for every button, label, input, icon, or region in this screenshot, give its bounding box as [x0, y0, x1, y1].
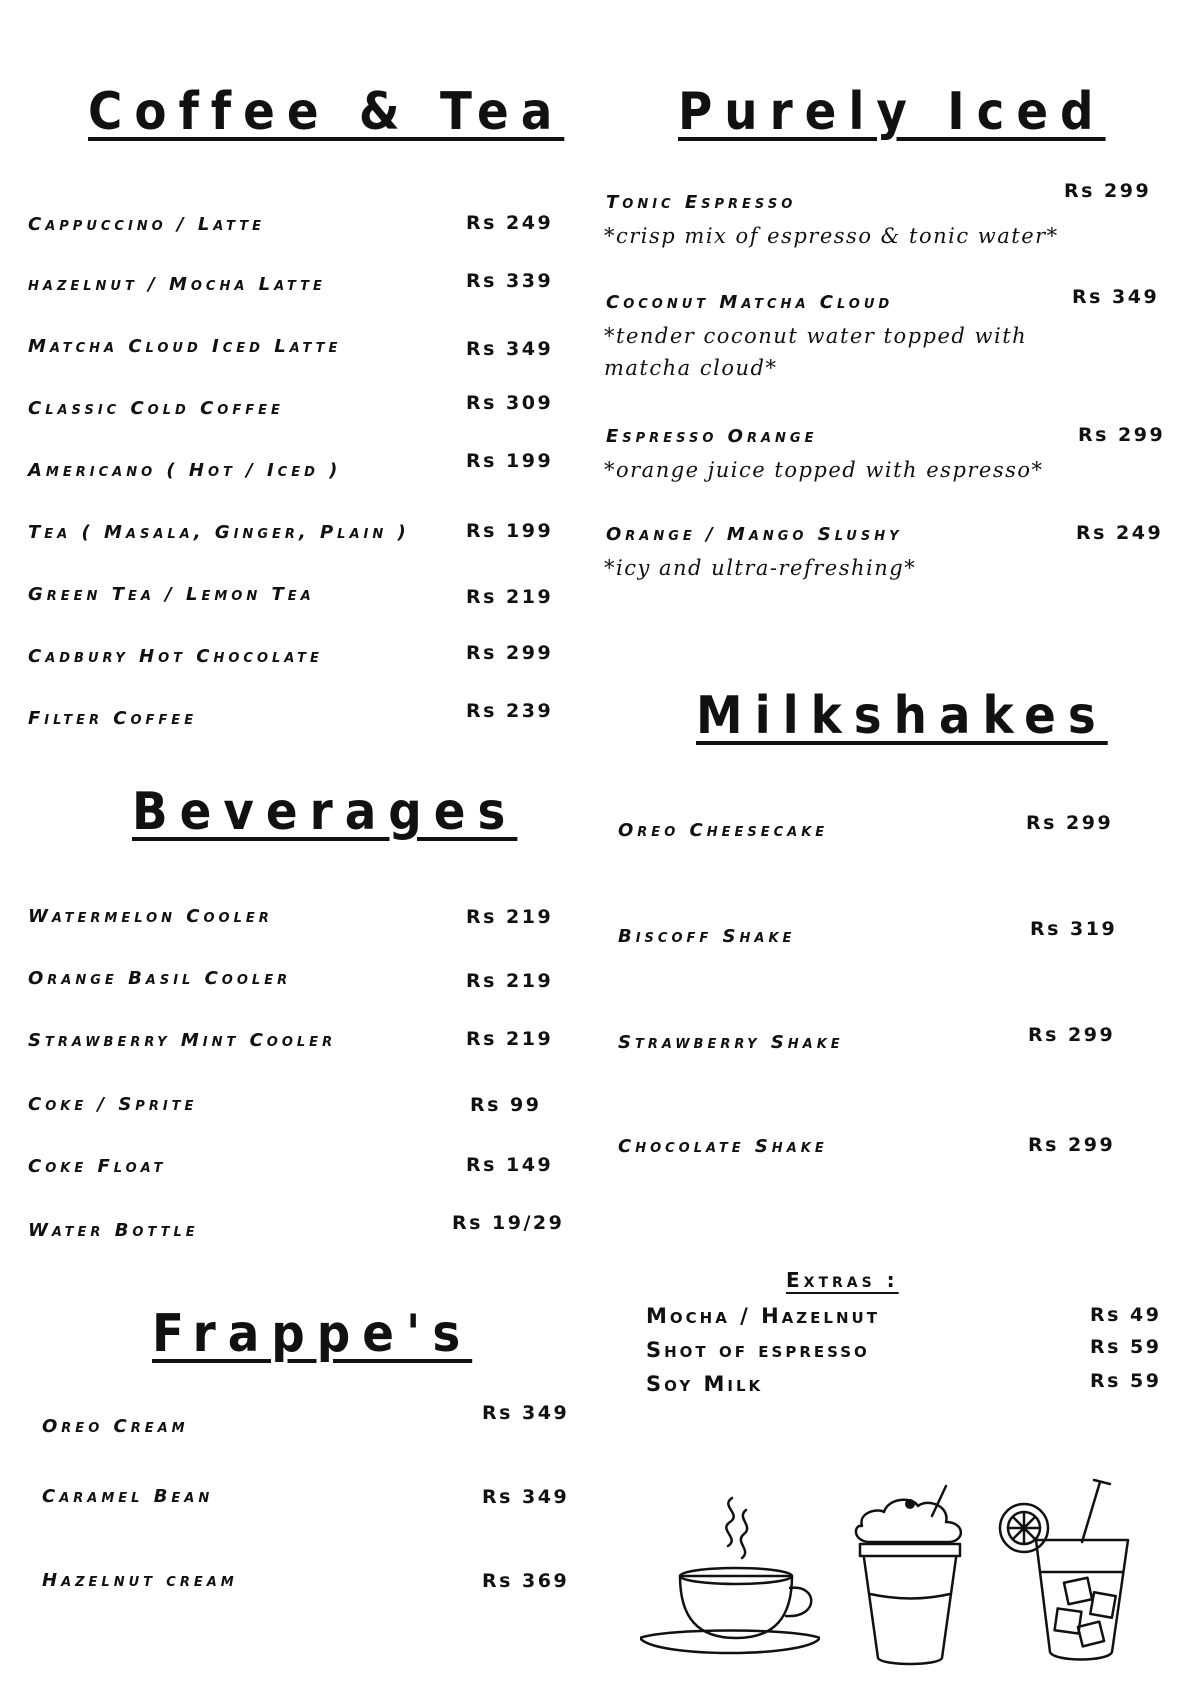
menu-item-price: Rs 239: [466, 700, 554, 722]
menu-item-price: Rs 199: [466, 520, 554, 542]
coffee-cup-icon: [640, 1488, 820, 1658]
menu-item-description: *crisp mix of espresso & tonic water*: [604, 224, 1059, 248]
menu-item-name: Caramel Bean: [42, 1486, 214, 1507]
milkshakes-heading: Milkshakes: [696, 686, 1108, 746]
coffee-tea-heading: Coffee & Tea: [88, 82, 565, 142]
menu-item-name: Green Tea / Lemon Tea: [28, 584, 315, 605]
menu-item-name: Espresso Orange: [606, 426, 818, 447]
extra-item-name: Soy Milk: [646, 1372, 764, 1396]
menu-item-name: Coke / Sprite: [28, 1094, 198, 1115]
menu-item-price: Rs 349: [482, 1486, 570, 1508]
menu-item-name: Oreo Cheesecake: [618, 820, 829, 841]
menu-item-price: Rs 349: [466, 338, 554, 360]
beverages-heading: Beverages: [132, 782, 518, 842]
menu-item-name: Filter Coffee: [28, 708, 198, 729]
extras-heading: Extras :: [786, 1268, 899, 1292]
menu-item-description: *orange juice topped with espresso*: [604, 458, 1044, 482]
menu-item-price: Rs 299: [1078, 424, 1166, 446]
menu-item-name: hazelnut / Mocha Latte: [28, 274, 326, 295]
menu-item-name: Tonic Espresso: [606, 192, 797, 213]
menu-item-price: Rs 349: [482, 1402, 570, 1424]
menu-item-price: Rs 199: [466, 450, 554, 472]
menu-item-price: Rs 299: [1028, 1024, 1116, 1046]
menu-item-price: Rs 149: [466, 1154, 554, 1176]
menu-item-price: Rs 369: [482, 1570, 570, 1592]
menu-item-description: matcha cloud*: [604, 356, 778, 380]
menu-item-price: Rs 309: [466, 392, 554, 414]
menu-item-name: Biscoff Shake: [618, 926, 796, 947]
menu-item-price: Rs 19/29: [452, 1212, 565, 1234]
menu-item-name: Coke Float: [28, 1156, 167, 1177]
menu-item-price: Rs 219: [466, 586, 554, 608]
menu-item-price: Rs 299: [1064, 180, 1152, 202]
extra-item-name: Mocha / Hazelnut: [646, 1304, 880, 1328]
menu-item-price: Rs 219: [466, 906, 554, 928]
menu-item-name: Tea ( Masala, Ginger, Plain ): [28, 522, 410, 543]
menu-item-name: Chocolate Shake: [618, 1136, 828, 1157]
frappes-heading: Frappe's: [152, 1304, 473, 1364]
menu-item-price: Rs 219: [466, 1028, 554, 1050]
menu-item-price: Rs 299: [1026, 812, 1114, 834]
menu-item-price: Rs 299: [1028, 1134, 1116, 1156]
menu-item-name: Matcha Cloud Iced Latte: [28, 336, 342, 357]
iced-drink-icon: [996, 1476, 1146, 1666]
menu-item-name: Strawberry Mint Cooler: [28, 1030, 337, 1051]
menu-item-price: Rs 299: [466, 642, 554, 664]
menu-item-description: *icy and ultra-refreshing*: [604, 556, 917, 580]
menu-item-price: Rs 219: [466, 970, 554, 992]
menu-item-name: Americano ( Hot / Iced ): [28, 460, 342, 481]
menu-item-name: Water Bottle: [28, 1220, 199, 1241]
frappe-cup-icon: [848, 1482, 978, 1672]
menu-item-name: Hazelnut cream: [42, 1570, 238, 1591]
extra-item-price: Rs 59: [1090, 1336, 1162, 1358]
menu-item-name: Oreo Cream: [42, 1416, 189, 1437]
menu-item-name: Orange / Mango Slushy: [606, 524, 903, 545]
menu-item-name: Classic Cold Coffee: [28, 398, 284, 419]
menu-item-price: Rs 249: [466, 212, 554, 234]
menu-item-name: Coconut Matcha Cloud: [606, 292, 894, 313]
menu-item-name: Strawberry Shake: [618, 1032, 844, 1053]
purely-iced-heading: Purely Iced: [678, 82, 1106, 142]
menu-item-price: Rs 349: [1072, 286, 1160, 308]
menu-item-name: Watermelon Cooler: [28, 906, 273, 927]
menu-item-name: Orange Basil Cooler: [28, 968, 292, 989]
menu-item-description: *tender coconut water topped with: [604, 324, 1028, 348]
menu-item-price: Rs 339: [466, 270, 554, 292]
menu-item-name: Cappuccino / Latte: [28, 214, 266, 235]
menu-item-name: Cadbury Hot Chocolate: [28, 646, 323, 667]
extra-item-name: Shot of espresso: [646, 1338, 870, 1362]
menu-item-price: Rs 99: [470, 1094, 542, 1116]
menu-item-price: Rs 319: [1030, 918, 1118, 940]
extra-item-price: Rs 59: [1090, 1370, 1162, 1392]
extra-item-price: Rs 49: [1090, 1304, 1162, 1326]
menu-item-price: Rs 249: [1076, 522, 1164, 544]
